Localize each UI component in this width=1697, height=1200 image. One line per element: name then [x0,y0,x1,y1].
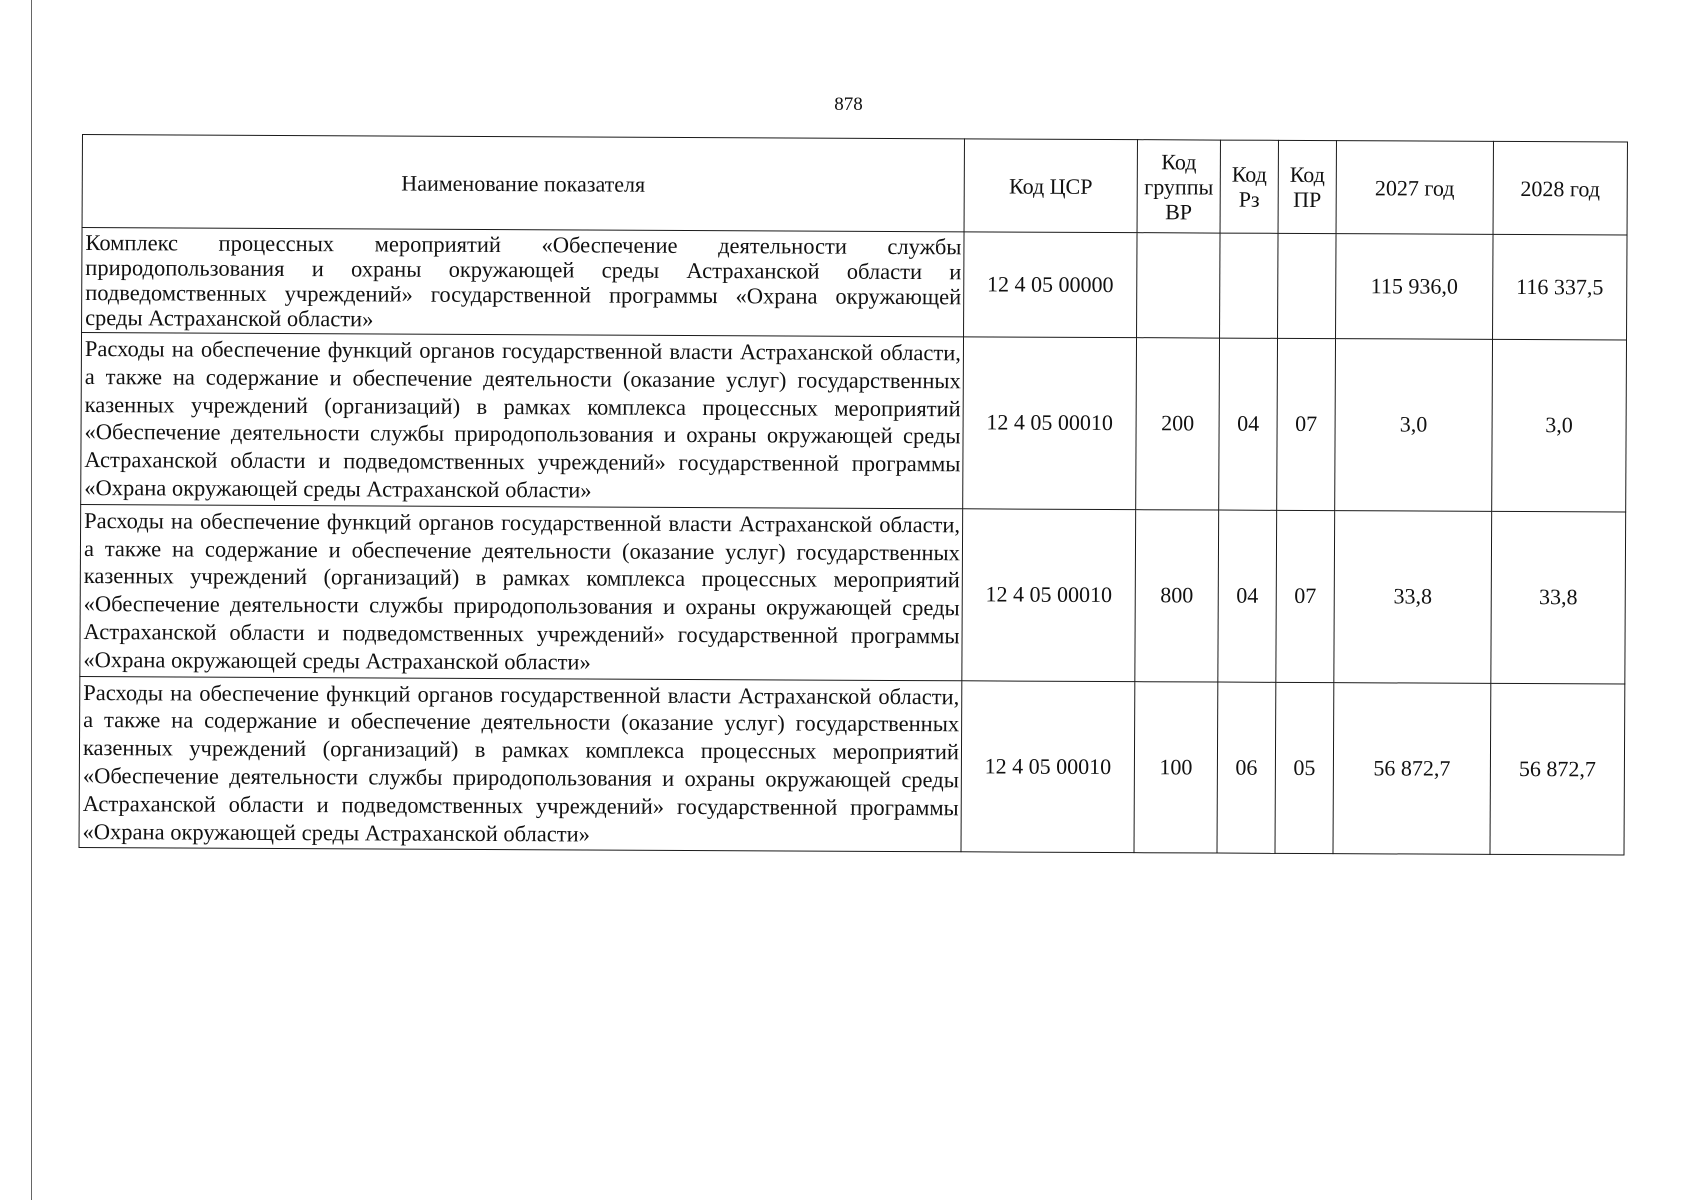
row-name-cell: Расходы на обеспечение функций органов государственной власти Астраханской области, а также на содержание и обеспечение деятельности (оказание услуг) государственных казенных учреждений (организаций) в рамках комплекса процессных мероприятий «Обеспечение деятельности службы природопользования и охраны окружающей среды Астраханской области и подведомственных учреждений» государственной программы «Охрана окружающей среды Астраханской области» [81,333,964,509]
row-pr-cell: 07 [1276,510,1335,682]
row-2027-cell: 115 936,0 [1336,234,1494,340]
table-row [79,676,1625,855]
row-csr-cell: 12 4 05 00010 [963,337,1137,510]
row-2028-cell: 33,8 [1491,511,1626,683]
header-name: Наименование показателя [82,135,964,232]
header-year-2028: 2028 год [1493,141,1627,235]
row-rz-cell: 04 [1218,510,1277,682]
binding-edge-line [31,0,32,1200]
row-vr-cell: 200 [1136,338,1220,510]
row-vr-cell: 800 [1135,509,1219,681]
header-pr-code: Код ПР [1278,140,1336,233]
table-row [81,333,1627,512]
row-2027-cell: 33,8 [1334,510,1492,683]
header-year-2027: 2027 год [1336,141,1493,235]
row-2027-cell: 56 872,7 [1333,682,1491,855]
table-row [82,228,1627,341]
row-rz-cell: 06 [1217,682,1276,854]
header-csr-code: Код ЦСР [964,139,1137,233]
row-pr-cell: 07 [1277,338,1336,510]
row-2028-cell: 116 337,5 [1493,234,1628,340]
row-rz-cell: 04 [1219,338,1278,510]
row-name-cell: Комплекс процессных мероприятий «Обеспечение деятельности службы природопользования и охраны окружающей среды Астраханской области и подведомственных учреждений» государственной программы «Охрана окружающей среды Астраханской области» [82,228,965,337]
row-csr-cell: 12 4 05 00010 [962,509,1136,682]
row-2028-cell: 3,0 [1492,339,1627,511]
table-header-row [82,135,1627,236]
budget-table [79,134,1628,856]
row-pr-cell: 05 [1275,682,1334,854]
row-2027-cell: 3,0 [1335,339,1493,512]
header-rz-code: Код Рз [1220,140,1278,233]
row-pr-cell [1278,233,1337,338]
row-csr-cell: 12 4 05 00010 [961,680,1135,853]
header-vr-group-code: Код группы ВР [1137,140,1220,233]
row-name-cell: Расходы на обеспечение функций органов государственной власти Астраханской области, а также на содержание и обеспечение деятельности (оказание услуг) государственных казенных учреждений (организаций) в рамках комплекса процессных мероприятий «Обеспечение деятельности службы природопользования и охраны окружающей среды Астраханской области и подведомственных учреждений» государственной программы «Охрана окружающей среды Астраханской области» [79,676,962,852]
row-2028-cell: 56 872,7 [1490,683,1625,855]
row-vr-cell [1137,233,1221,338]
page-number: 878 [834,94,863,115]
row-csr-cell: 12 4 05 00000 [964,232,1138,338]
row-rz-cell [1220,233,1279,338]
row-vr-cell: 100 [1134,681,1218,853]
row-name-cell: Расходы на обеспечение функций органов государственной власти Астраханской области, а также на содержание и обеспечение деятельности (оказание услуг) государственных казенных учреждений (организаций) в рамках комплекса процессных мероприятий «Обеспечение деятельности службы природопользования и охраны окружающей среды Астраханской области и подведомственных учреждений» государственной программы «Охрана окружающей среды Астраханской области» [80,504,963,680]
table-row [80,504,1626,683]
